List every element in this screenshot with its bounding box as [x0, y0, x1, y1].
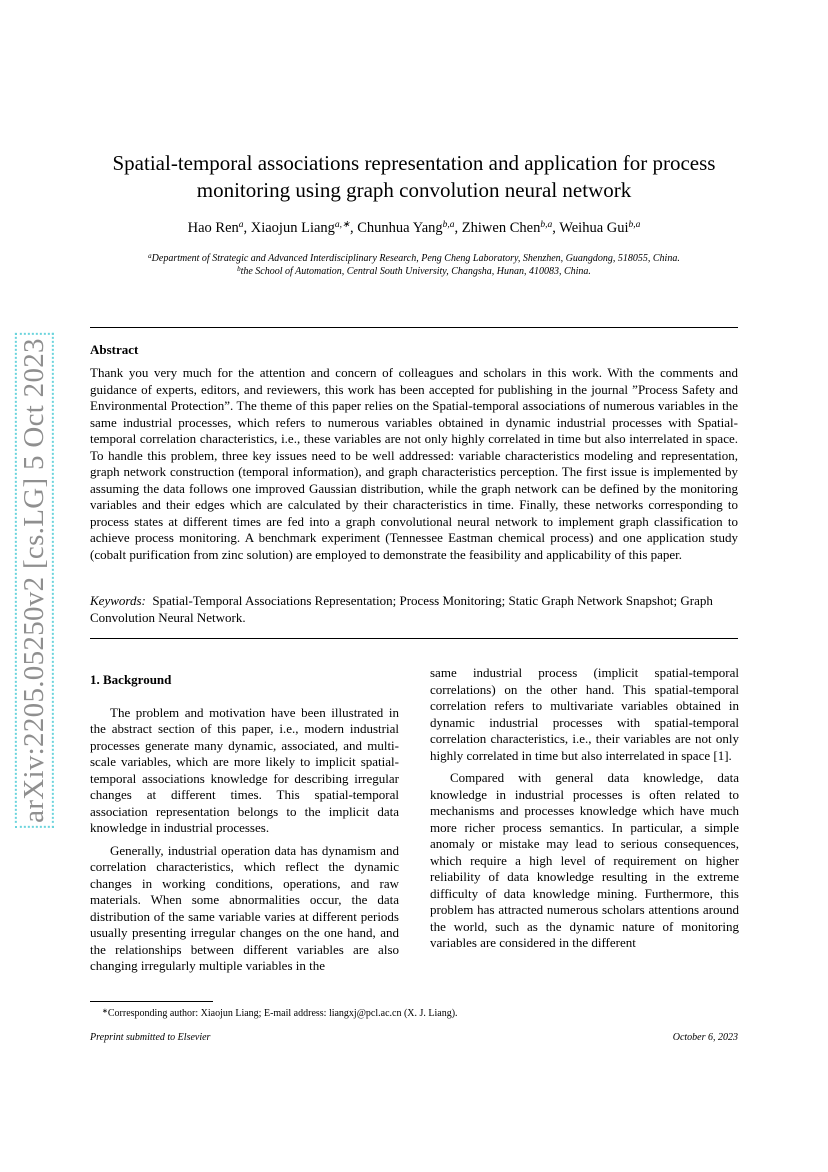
body-paragraph: The problem and motivation have been illustrated in the abstract section of this paper, i.e., modern industrial processes generate many dynamic, associated, and multi-scale variables, which are more likely to implicit spatial-temporal associations knowledge for describing irregular changes at different times. This spatial-temporal association representation belongs to the implicit data knowledge in industrial processes. [90, 704, 399, 835]
body-paragraph: same industrial process (implicit spatial-temporal correlations) on the other hand. This spatial-temporal correlation refers to multivariate variables obtained in dynamic industrial processes with spatial-temporal correlation characteristics, i.e., their variables are not only highly correlated in time but also interrelated in space [1]. [430, 665, 739, 763]
author [559, 220, 640, 236]
affiliation [90, 252, 738, 265]
author-separator: , [552, 220, 560, 236]
affiliation-mark: a [148, 252, 152, 260]
author-name: Chunhua Yang [357, 220, 443, 236]
author-affiliation-mark: a [238, 220, 244, 230]
body-paragraph: Compared with general data knowledge, data knowledge in industrial processes is often related to mechanisms and processes knowledge which have much more richer process semantics. In particular, a simple anomaly or mistake may lead to serious consequences, which require a high level of requirement on higher reliability of data knowledge resulting in the extreme difficulty of data knowledge mining. Furthermore, this problem has attracted numerous scholars attentions around the world, such as the dynamic nature of monitoring variables are considered in the different [430, 770, 739, 950]
author-name: Xiaojun Liang [250, 220, 335, 236]
footnote [90, 1007, 738, 1020]
author [251, 220, 358, 236]
arxiv-identifier-stamp [14, 337, 54, 823]
footer-journal: Preprint submitted to Elsevier [90, 1032, 211, 1043]
abstract-heading: Abstract [90, 342, 139, 357]
abstract-text: Thank you very much for the attention and concern of colleagues and scholars in this work. With the comments and guidance of experts, editors, and reviewers, this work has been accepted for publishing in the journal ”Process Safety and Environmental Protection”. The theme of this paper relies on the Spatial-temporal associations of numerous variables in the same industrial processes, which refers to numerous variables obtained in dynamic industrial processes with Spatial-temporal correlation characteristics, i.e., these variables are not only highly correlated in time but also interrelated in space. To handle this problem, three key issues need to be well addressed: variable characteristics modeling and representation, graph network construction (temporal information), and graph characteristics perception. The first issue is implemented by assuming the data follows one improved Gaussian distribution, while the graph network can be defined by the monitoring variables and their edges which are calculated by their characteristics in time. Finally, these networks corresponding to process states at different times are fed into a graph convolutional neural network to implement graph classification to achieve process monitoring. A benchmark experiment (Tennessee Eastman chemical process) and one application study (cobalt purification from zinc solution) are employed to demonstrate the feasibility and applicability of this paper. [90, 365, 738, 562]
footnote-text: Corresponding author: Xiaojun Liang; E-mail address: liangxj@pcl.ac.cn (X. J. Liang). [107, 1008, 458, 1019]
author [188, 220, 251, 236]
author-separator: , [243, 220, 251, 236]
author-affiliation-mark: b,a [628, 220, 641, 230]
footnote-rule [90, 1001, 213, 1002]
keywords-text: Spatial-Temporal Associations Representation; Process Monitoring; Static Graph Network Snapshot; Graph Convolution Neural Network. [90, 593, 713, 625]
author-name: Weihua Gui [559, 220, 629, 236]
author-affiliation-mark: a,∗ [334, 220, 351, 230]
section-heading: 1. Background [90, 672, 172, 687]
author [357, 220, 462, 236]
affiliation [90, 265, 738, 278]
abstract-bottom-rule [90, 638, 738, 639]
keywords [90, 593, 738, 626]
author-affiliation-mark: b,a [442, 220, 455, 230]
author-separator: , [350, 220, 358, 236]
arxiv-identifier-text[interactable]: arXiv:2205.05250v2 [cs.LG] 5 Oct 2023 [17, 337, 50, 823]
author-name: Zhiwen Chen [461, 220, 541, 236]
author-affiliation-mark: b,a [540, 220, 553, 230]
keywords-label: Keywords: [90, 593, 146, 608]
affiliations [90, 252, 738, 278]
author-list [90, 220, 738, 237]
left-column [90, 672, 399, 981]
title-line-1: Spatial-temporal associations representation and application for process [112, 151, 716, 175]
abstract-top-rule [90, 327, 738, 328]
paper-title [90, 150, 738, 204]
affiliation-mark: b [237, 265, 241, 273]
author [462, 220, 559, 236]
footer-date: October 6, 2023 [672, 1032, 738, 1043]
author-name: Hao Ren [187, 220, 239, 236]
body-paragraph: Generally, industrial operation data has dynamism and correlation characteristics, which reflect the dynamic changes in working conditions, operations, and raw materials. When some abnormalities occur, the data distribution of the same variable varies at different periods usually presenting irregular changes on the one hand, and the relationships between different variables are also changing irregularly multiple variables in the [90, 842, 399, 973]
title-line-2: monitoring using graph convolution neural network [196, 178, 632, 202]
author-separator: , [454, 220, 462, 236]
affiliation-text: the School of Automation, Central South University, Changsha, Hunan, 410083, China. [240, 266, 591, 277]
affiliation-text: Department of Strategic and Advanced Interdisciplinary Research, Peng Cheng Laboratory, Shenzhen, Guangdong, 518055, China. [151, 253, 680, 264]
right-column [430, 665, 739, 958]
footnote-mark: ∗ [102, 1007, 108, 1015]
